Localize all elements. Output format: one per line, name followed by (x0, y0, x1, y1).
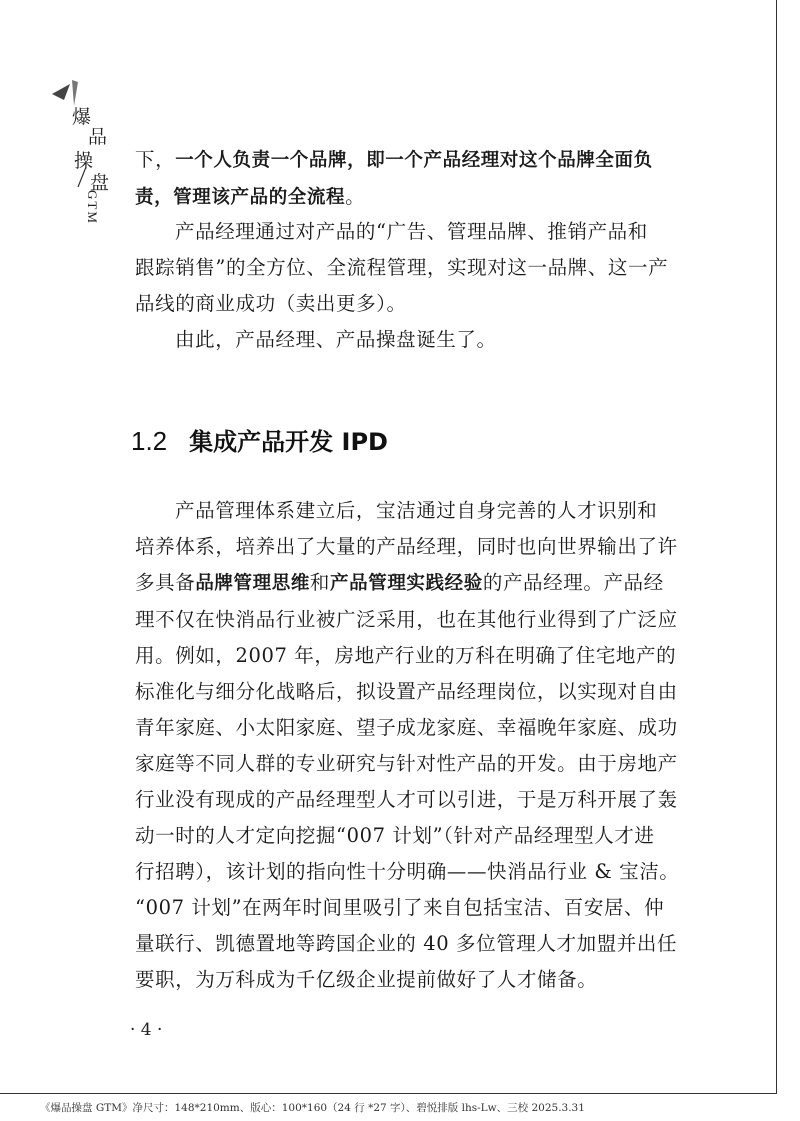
text-line: 青年家庭、小太阳家庭、望子成龙家庭、幸福晚年家庭、成功 (135, 716, 678, 739)
text-line: 动一时的人才定向挖掘“007 计划”（针对产品经理型人才进 (135, 824, 655, 847)
text-line: 标准化与细分化战略后，拟设置产品经理岗位，以实现对自由 (135, 680, 678, 703)
print-footer-note: 《爆品操盘 GTM》净尺寸：148*210mm、版心：100*160（24 行 *27 字）、碧悦排版 lhs-Lw、三校 2025.3.31 (40, 1102, 585, 1114)
text-line: 用。例如，2007 年，房地产行业的万科在明确了住宅地产的 (135, 644, 677, 667)
text-line: 量联行、凯德置地等跨国企业的 40 多位管理人才加盟并出任 (135, 932, 678, 955)
paragraph-conclusion (135, 322, 655, 358)
page-frame-right (776, 0, 777, 1093)
side-title-char: 操 (74, 150, 94, 172)
text-line: 理不仅在快消品行业被广泛采用，也在其他行业得到了广泛应 (135, 608, 678, 631)
text-line: 跟踪销售”的全方位、全流程管理，实现对这一品牌、这一产 (135, 256, 669, 279)
text-line: 品线的商业成功（卖出更多）。 (135, 292, 407, 315)
section-number: 1.2 (131, 426, 168, 456)
slash-decoration-icon (76, 165, 96, 189)
text-line: 责，管理该产品的全流程。 (135, 185, 366, 208)
text-line: 产品经理通过对产品的“广告、管理品牌、推销产品和 (175, 220, 648, 243)
text-line: 培养体系，培养出了大量的产品经理，同时也向世界输出了许 (135, 535, 678, 558)
page-number: · 4 · (130, 1020, 163, 1040)
text-line: 下，一个人负责一个品牌，即一个产品经理对这个品牌全面负 (135, 148, 653, 171)
side-title-char: 品 (88, 126, 108, 148)
text-line: 产品管理体系建立后，宝洁通过自身完善的人才识别和 (175, 499, 658, 522)
side-title-char: 盘 (90, 172, 110, 194)
paragraph-intro (135, 142, 655, 216)
side-title-char: 爆 (72, 106, 92, 128)
side-title-latin: GTM (85, 190, 100, 225)
text-line: 由此，产品经理、产品操盘诞生了。 (175, 328, 497, 351)
paragraph-body (135, 493, 680, 998)
text-line: 行招聘），该计划的指向性十分明确——快消品行业 & 宝洁。 (135, 860, 680, 883)
text-line: 多具备品牌管理思维和产品管理实践经验的产品经理。产品经 (135, 571, 664, 594)
section-title: 集成产品开发 IPD (189, 428, 388, 456)
paragraph-product-manager (135, 214, 669, 322)
text-line: 要职，为万科成为千亿级企业提前做好了人才储备。 (135, 968, 598, 991)
text-line: 行业没有现成的产品经理型人才可以引进，于是万科开展了轰 (135, 788, 678, 811)
page-frame-bottom (0, 1093, 777, 1094)
text-line: “007 计划”在两年时间里吸引了来自包括宝洁、百安居、仲 (135, 896, 665, 919)
section-heading (131, 422, 388, 457)
text-line: 家庭等不同人群的专业研究与针对性产品的开发。由于房地产 (135, 752, 678, 775)
